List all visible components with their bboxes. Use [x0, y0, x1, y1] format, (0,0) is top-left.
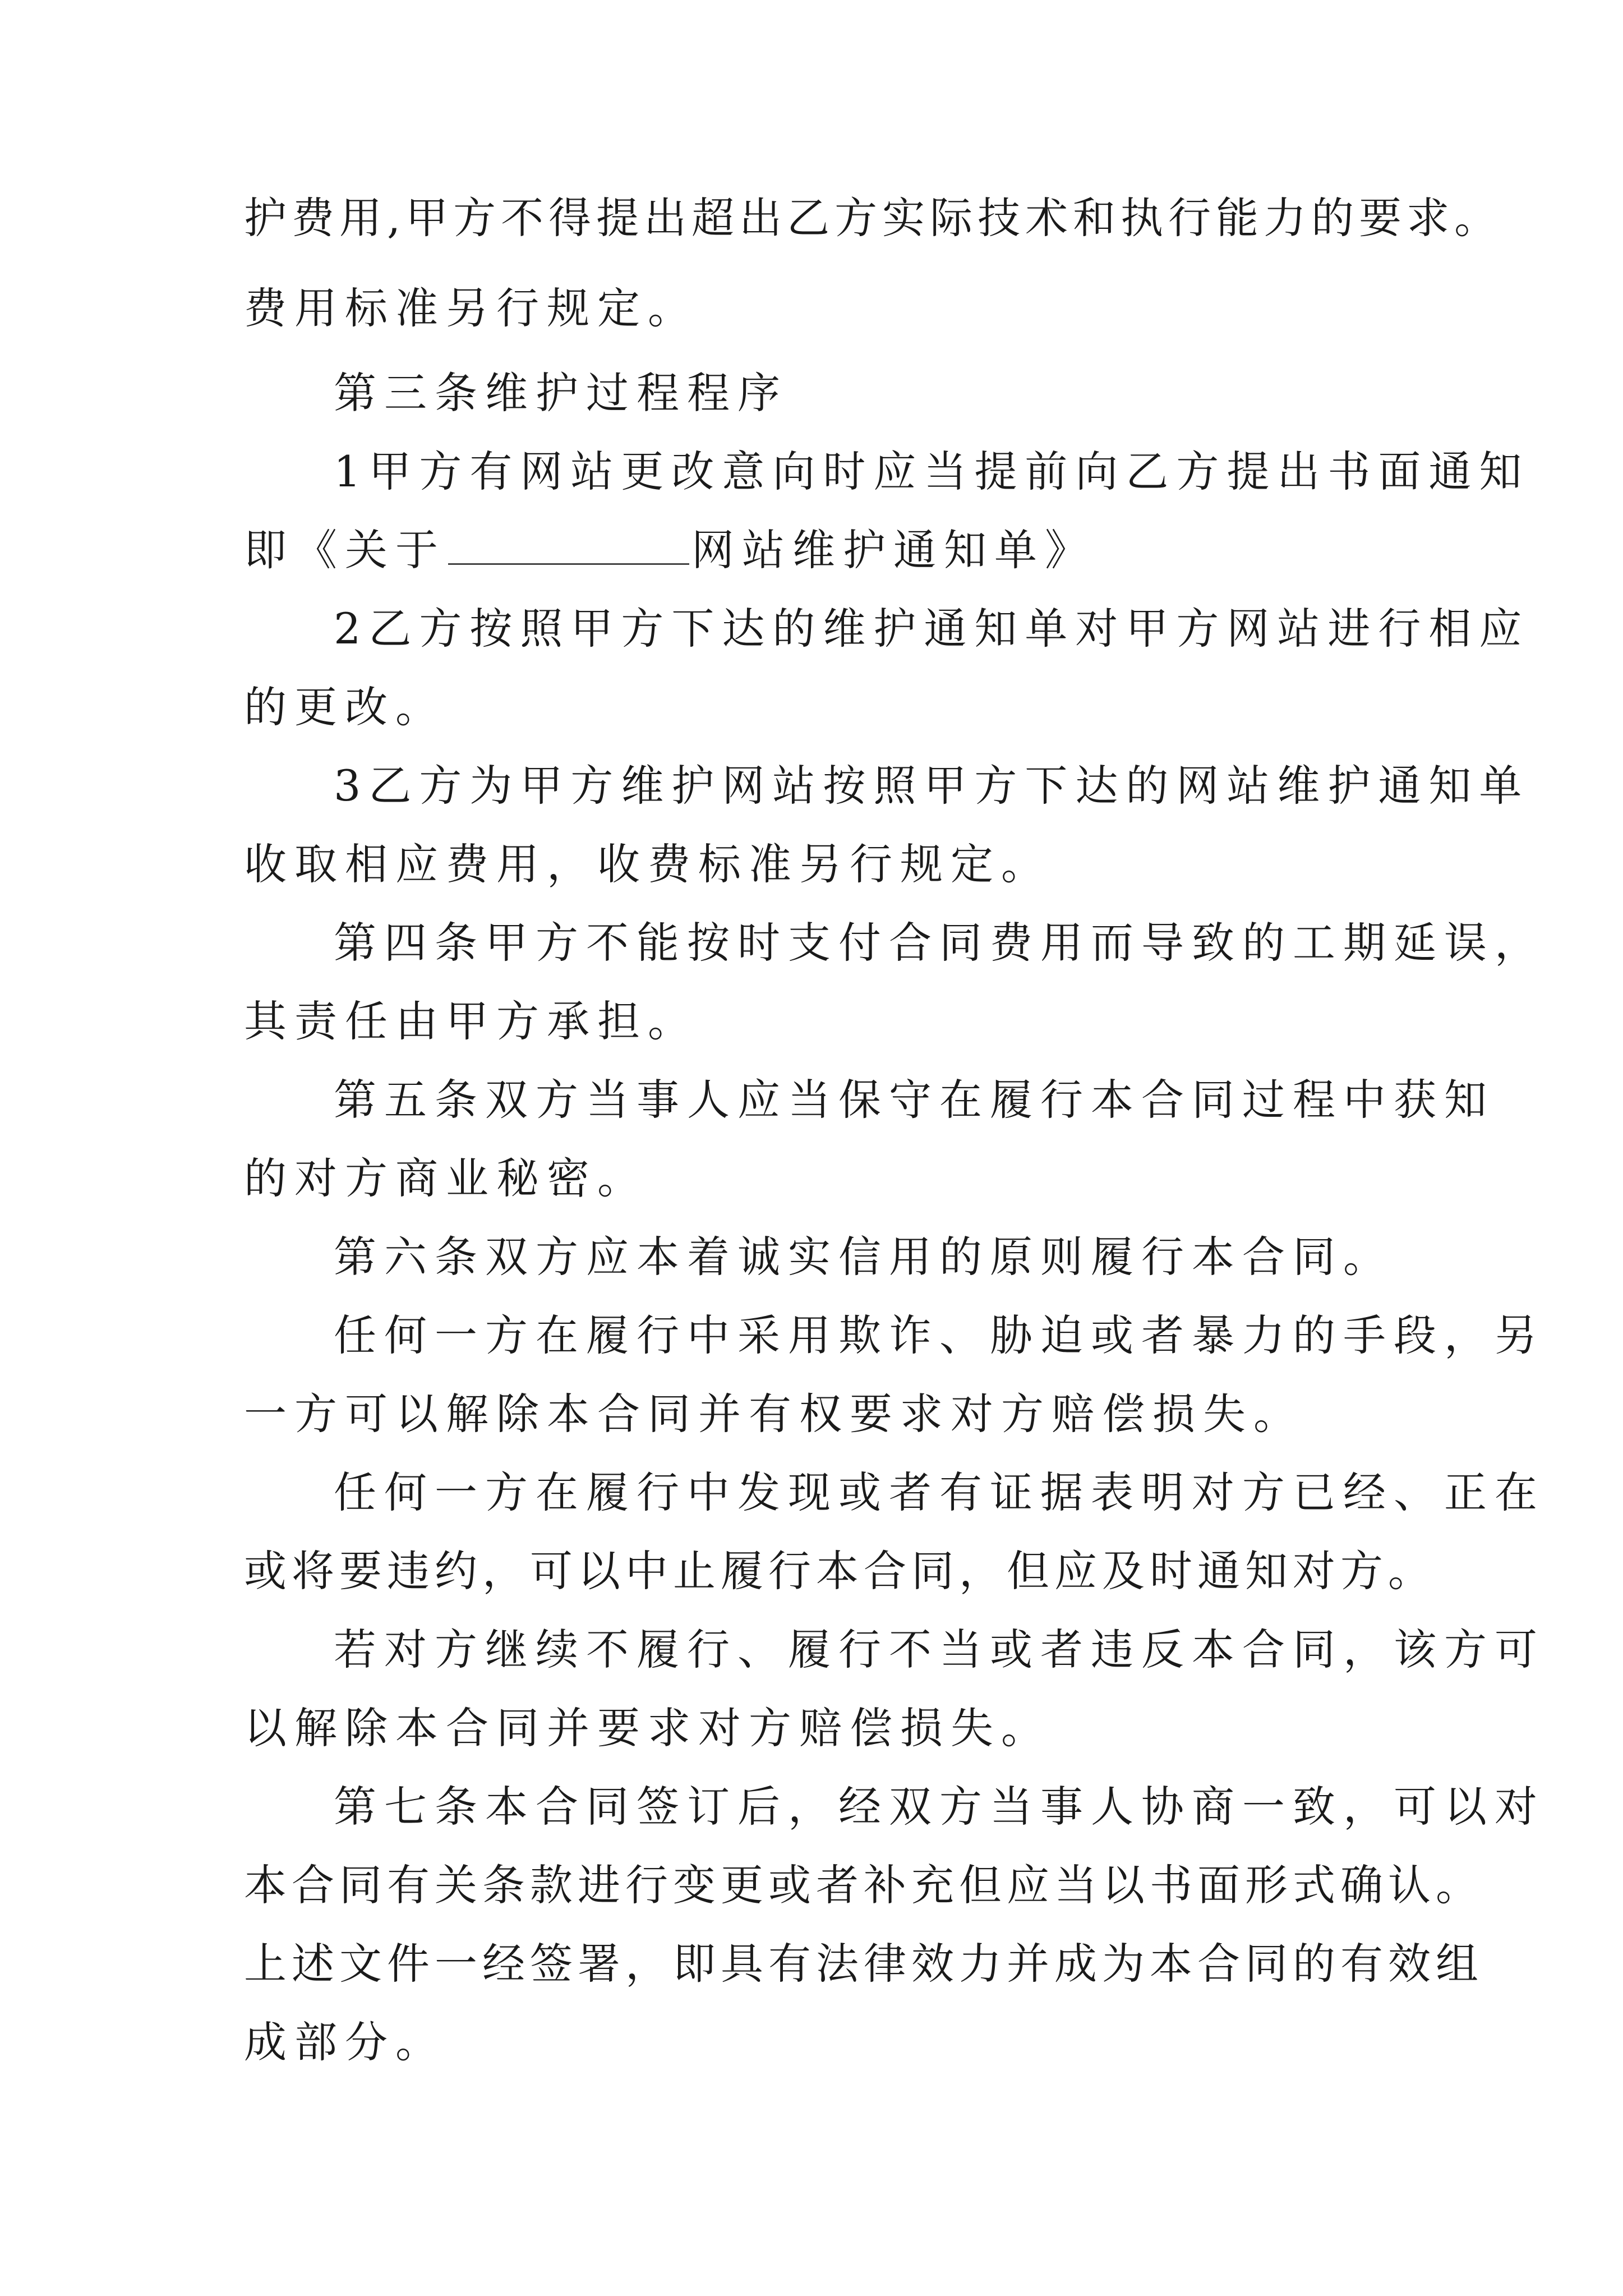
article-3-heading: 第三条维护过程程序 [334, 368, 788, 418]
text-line-22: 本合同有关条款进行变更或者补充但应当以书面形式确认。 [244, 1860, 1483, 1910]
notice-title-prefix: 即《关于 [244, 525, 446, 575]
article-4: 第四条甲方不能按时支付合同费用而导致的工期延误， [334, 918, 1545, 968]
text-line-20: 以解除本合同并要求对方赔偿损失。 [244, 1703, 1052, 1753]
text-line-6: 2乙方按照甲方下达的维护通知单对甲方网站进行相应 [334, 604, 1530, 654]
text-line-19: 若对方继续不履行、履行不当或者违反本合同，该方可 [334, 1625, 1545, 1674]
text-line-24: 成部分。 [244, 2017, 446, 2067]
notice-title-suffix: 网站维护通知单》 [691, 525, 1095, 575]
article-6: 第六条双方应本着诚实信用的原则履行本合同。 [334, 1232, 1394, 1282]
text-line-8: 3乙方为甲方维护网站按照甲方下达的网站维护通知单 [334, 761, 1530, 811]
article-5: 第五条双方当事人应当保守在履行本合同过程中获知 [334, 1075, 1495, 1125]
text-line-2: 费用标准另行规定。 [244, 283, 698, 333]
text-line-15: 任何一方在履行中采用欺诈、胁迫或者暴力的手段，另 [334, 1310, 1545, 1360]
fill-in-blank [448, 530, 689, 565]
text-line-7: 的更改。 [244, 682, 446, 732]
article-7: 第七条本合同签订后，经双方当事人协商一致，可以对 [334, 1782, 1545, 1832]
text-line-17: 任何一方在履行中发现或者有证据表明对方已经、正在 [334, 1467, 1545, 1517]
text-line-1: 护费用,甲方不得提出超出乙方实际技术和执行能力的要求。 [244, 193, 1502, 243]
text-line-9: 收取相应费用，收费标准另行规定。 [244, 839, 1052, 889]
text-line-11: 其责任由甲方承担。 [244, 996, 698, 1046]
text-line-18: 或将要违约，可以中止履行本合同，但应及时通知对方。 [244, 1546, 1436, 1596]
text-line-16: 一方可以解除本合同并有权要求对方赔偿损失。 [244, 1389, 1304, 1439]
text-line-23: 上述文件一经签署，即具有法律效力并成为本合同的有效组 [244, 1939, 1483, 1989]
text-line-13: 的对方商业秘密。 [244, 1153, 648, 1203]
text-line-5 [244, 525, 1095, 576]
text-line-4: 1甲方有网站更改意向时应当提前向乙方提出书面通知 [334, 447, 1530, 496]
